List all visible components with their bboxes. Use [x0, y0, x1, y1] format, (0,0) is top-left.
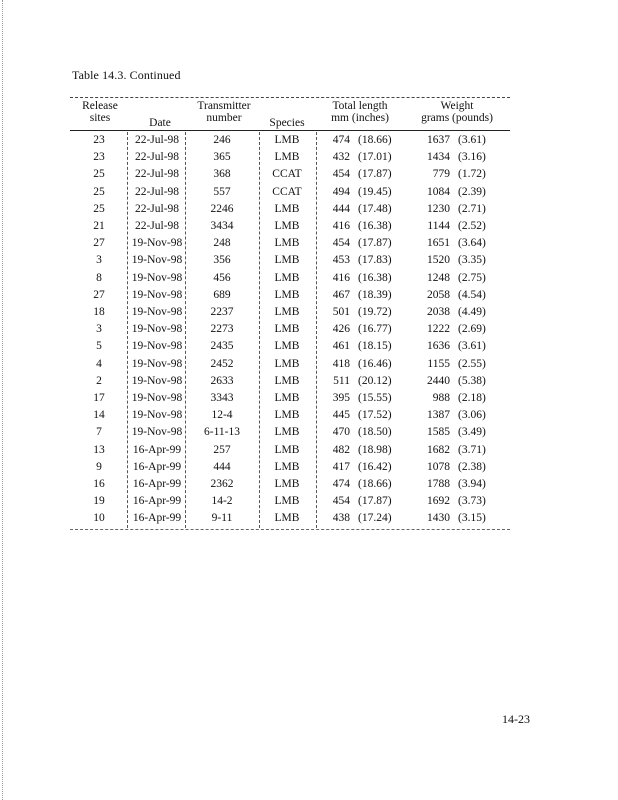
- release-site-cell: 13: [93, 443, 105, 456]
- date-cell: 19-Nov-98: [131, 237, 183, 250]
- length-inches-cell: (16.46): [358, 357, 392, 370]
- table-top-rule: [70, 97, 510, 98]
- release-site-cell: 9: [96, 460, 102, 473]
- header-length-top: Total length: [332, 100, 388, 112]
- species-cell: LMB: [274, 478, 300, 491]
- weight-grams-cell: 1230: [427, 202, 450, 215]
- species-cell: LMB: [274, 495, 300, 508]
- header-total-length: [318, 100, 402, 124]
- weight-grams-cell: 1637: [427, 134, 450, 146]
- weight-pounds-cell: (2.38): [458, 460, 486, 473]
- table-body: [70, 132, 510, 528]
- weight-pounds-cell: (5.38): [458, 374, 486, 387]
- transmitter-cell: 2435: [210, 340, 234, 353]
- transmitter-cell: 2452: [210, 357, 234, 370]
- date-cell: 22-Jul-98: [134, 220, 180, 233]
- length-mm-cell: 501: [332, 306, 350, 319]
- table-bottom-rule: [70, 529, 510, 530]
- date-cell: 22-Jul-98: [134, 134, 180, 146]
- species-cell: LMB: [274, 306, 300, 319]
- weight-grams-cell: 1788: [427, 478, 450, 491]
- transmitter-cell: 689: [213, 288, 231, 301]
- species-cell: LMB: [274, 460, 300, 473]
- length-inches-cell: (18.15): [358, 340, 392, 353]
- species-cell: LMB: [274, 426, 300, 439]
- length-mm-cell: 426: [332, 323, 350, 336]
- length-inches-cell: (16.38): [358, 271, 392, 284]
- table-row: [70, 338, 510, 355]
- species-cell: LMB: [274, 323, 300, 336]
- header-date: Date: [149, 117, 171, 129]
- release-site-cell: 17: [93, 392, 105, 405]
- length-mm-cell: 454: [332, 495, 350, 508]
- length-inches-cell: (18.50): [358, 426, 392, 439]
- transmitter-cell: 557: [213, 185, 231, 198]
- length-mm-cell: 453: [332, 254, 350, 267]
- species-cell: LMB: [274, 512, 300, 525]
- table-row: [70, 493, 510, 510]
- weight-pounds-cell: (2.69): [458, 323, 486, 336]
- length-inches-cell: (17.48): [358, 202, 392, 215]
- weight-pounds-cell: (3.64): [458, 237, 486, 250]
- length-inches-cell: (17.87): [358, 237, 392, 250]
- weight-grams-cell: 1520: [427, 254, 450, 267]
- length-mm-cell: 445: [332, 409, 350, 422]
- weight-pounds-cell: (3.71): [458, 443, 486, 456]
- table-row: [70, 235, 510, 252]
- header-species: Species: [269, 117, 305, 129]
- weight-grams-cell: 1636: [427, 340, 450, 353]
- weight-grams-cell: 1434: [427, 151, 450, 164]
- table-row: [70, 287, 510, 304]
- header-weight: [404, 100, 510, 124]
- weight-grams-cell: 1430: [427, 512, 450, 525]
- length-mm-cell: 474: [332, 478, 350, 491]
- release-site-cell: 25: [93, 202, 105, 215]
- length-mm-cell: 444: [332, 202, 350, 215]
- header-weight-top: Weight: [440, 100, 474, 112]
- weight-grams-cell: 1387: [427, 409, 450, 422]
- weight-grams-cell: 2038: [427, 306, 450, 319]
- length-inches-cell: (17.87): [358, 495, 392, 508]
- species-cell: LMB: [274, 202, 300, 215]
- release-site-cell: 14: [93, 409, 105, 422]
- weight-pounds-cell: (1.72): [458, 168, 486, 181]
- length-inches-cell: (17.87): [358, 168, 392, 181]
- release-site-cell: 18: [93, 306, 105, 319]
- header-transmitter-number: [188, 100, 260, 124]
- date-cell: 19-Nov-98: [131, 323, 183, 336]
- length-inches-cell: (17.83): [358, 254, 392, 267]
- release-site-cell: 2: [96, 374, 102, 387]
- table-row: [70, 476, 510, 493]
- table-row: [70, 407, 510, 424]
- length-inches-cell: (18.66): [358, 134, 392, 146]
- weight-pounds-cell: (3.35): [458, 254, 486, 267]
- species-cell: LMB: [274, 340, 300, 353]
- species-cell: LMB: [274, 409, 300, 422]
- length-mm-cell: 416: [332, 220, 350, 233]
- release-site-cell: 21: [93, 220, 105, 233]
- weight-pounds-cell: (2.39): [458, 185, 486, 198]
- length-mm-cell: 470: [332, 426, 350, 439]
- length-mm-cell: 511: [333, 374, 350, 387]
- release-site-cell: 8: [96, 271, 102, 284]
- date-cell: 19-Nov-98: [131, 340, 183, 353]
- release-site-cell: 23: [93, 151, 105, 164]
- weight-grams-cell: 1585: [427, 426, 450, 439]
- species-cell: LMB: [274, 151, 300, 164]
- date-cell: 16-Apr-99: [132, 460, 182, 473]
- table-row: [70, 356, 510, 373]
- weight-pounds-cell: (2.18): [458, 392, 486, 405]
- species-cell: LMB: [274, 134, 300, 146]
- transmitter-cell: 248: [213, 237, 231, 250]
- weight-pounds-cell: (2.71): [458, 202, 486, 215]
- length-inches-cell: (18.39): [358, 288, 392, 301]
- length-mm-cell: 454: [332, 168, 350, 181]
- header-release-top: Release: [82, 100, 118, 112]
- release-site-cell: 5: [96, 340, 102, 353]
- weight-pounds-cell: (2.75): [458, 271, 486, 284]
- date-cell: 16-Apr-99: [132, 495, 182, 508]
- species-cell: LMB: [274, 374, 300, 387]
- species-cell: LMB: [274, 271, 300, 284]
- transmitter-cell: 2633: [210, 374, 234, 387]
- weight-grams-cell: 1692: [427, 495, 450, 508]
- table-row: [70, 390, 510, 407]
- species-cell: CCAT: [272, 168, 302, 181]
- length-mm-cell: 467: [332, 288, 350, 301]
- header-transmitter-top: Transmitter: [197, 100, 251, 112]
- table-row: [70, 510, 510, 527]
- weight-pounds-cell: (2.52): [458, 220, 486, 233]
- species-cell: LMB: [274, 357, 300, 370]
- weight-grams-cell: 2058: [427, 288, 450, 301]
- date-cell: 19-Nov-98: [131, 306, 183, 319]
- length-inches-cell: (17.52): [358, 409, 392, 422]
- date-cell: 19-Nov-98: [131, 288, 183, 301]
- weight-pounds-cell: (3.94): [458, 478, 486, 491]
- transmitter-cell: 365: [213, 151, 231, 164]
- species-cell: LMB: [274, 443, 300, 456]
- table-row: [70, 184, 510, 201]
- length-inches-cell: (16.38): [358, 220, 392, 233]
- length-mm-cell: 494: [332, 185, 350, 198]
- species-cell: LMB: [274, 220, 300, 233]
- table-row: [70, 304, 510, 321]
- weight-pounds-cell: (3.61): [458, 134, 486, 146]
- release-site-cell: 23: [93, 134, 105, 146]
- weight-grams-cell: 1682: [427, 443, 450, 456]
- header-weight-bottom: grams (pounds): [421, 112, 493, 124]
- transmitter-cell: 456: [213, 271, 231, 284]
- weight-grams-cell: 2440: [427, 374, 450, 387]
- table-row: [70, 459, 510, 476]
- transmitter-cell: 12-4: [211, 409, 233, 422]
- transmitter-cell: 2362: [210, 478, 234, 491]
- table-row: [70, 252, 510, 269]
- length-mm-cell: 482: [332, 443, 350, 456]
- transmitter-cell: 2237: [210, 306, 234, 319]
- table-row: [70, 270, 510, 287]
- weight-grams-cell: 1078: [427, 460, 450, 473]
- date-cell: 16-Apr-99: [132, 512, 182, 525]
- length-inches-cell: (16.77): [358, 323, 392, 336]
- length-inches-cell: (19.72): [358, 306, 392, 319]
- weight-pounds-cell: (3.15): [458, 512, 486, 525]
- table-row: [70, 442, 510, 459]
- length-inches-cell: (17.01): [358, 151, 392, 164]
- length-inches-cell: (18.66): [358, 478, 392, 491]
- length-inches-cell: (20.12): [358, 374, 392, 387]
- transmitter-cell: 2246: [210, 202, 234, 215]
- transmitter-cell: 444: [213, 460, 231, 473]
- transmitter-cell: 14-2: [211, 495, 233, 508]
- species-cell: LMB: [274, 237, 300, 250]
- release-site-cell: 27: [93, 237, 105, 250]
- species-cell: CCAT: [272, 185, 302, 198]
- species-cell: LMB: [274, 392, 300, 405]
- date-cell: 19-Nov-98: [131, 409, 183, 422]
- date-cell: 22-Jul-98: [134, 151, 180, 164]
- date-cell: 22-Jul-98: [134, 185, 180, 198]
- species-cell: LMB: [274, 254, 300, 267]
- table-row: [70, 132, 510, 149]
- release-site-cell: 27: [93, 288, 105, 301]
- release-site-cell: 25: [93, 185, 105, 198]
- release-site-cell: 19: [93, 495, 105, 508]
- release-site-cell: 4: [96, 357, 102, 370]
- weight-pounds-cell: (3.06): [458, 409, 486, 422]
- table-row: [70, 201, 510, 218]
- length-inches-cell: (19.45): [358, 185, 392, 198]
- transmitter-cell: 3343: [210, 392, 234, 405]
- weight-pounds-cell: (3.73): [458, 495, 486, 508]
- length-mm-cell: 418: [332, 357, 350, 370]
- header-release-sites: [78, 100, 122, 124]
- table-row: [70, 149, 510, 166]
- species-cell: LMB: [274, 288, 300, 301]
- weight-pounds-cell: (4.49): [458, 306, 486, 319]
- length-mm-cell: 395: [332, 392, 350, 405]
- weight-grams-cell: 1222: [427, 323, 450, 336]
- length-mm-cell: 461: [332, 340, 350, 353]
- weight-pounds-cell: (4.54): [458, 288, 486, 301]
- date-cell: 19-Nov-98: [131, 374, 183, 387]
- weight-pounds-cell: (3.16): [458, 151, 486, 164]
- scan-page-edge: [2, 0, 9, 800]
- header-release-bottom: sites: [89, 112, 111, 124]
- date-cell: 19-Nov-98: [131, 254, 183, 267]
- length-mm-cell: 438: [332, 512, 350, 525]
- length-mm-cell: 417: [332, 460, 350, 473]
- length-inches-cell: (17.24): [358, 512, 392, 525]
- table-caption: Table 14.3. Continued: [72, 68, 181, 82]
- weight-grams-cell: 779: [432, 168, 450, 181]
- transmitter-cell: 257: [213, 443, 231, 456]
- transmitter-cell: 368: [213, 168, 231, 181]
- weight-grams-cell: 1144: [427, 220, 450, 233]
- weight-grams-cell: 1155: [427, 357, 450, 370]
- length-inches-cell: (18.98): [358, 443, 392, 456]
- transmitter-cell: 3434: [210, 220, 234, 233]
- weight-grams-cell: 988: [432, 392, 450, 405]
- weight-grams-cell: 1084: [427, 185, 450, 198]
- header-length-bottom: mm (inches): [331, 112, 389, 124]
- date-cell: 16-Apr-99: [132, 443, 182, 456]
- date-cell: 16-Apr-99: [132, 478, 182, 491]
- date-cell: 22-Jul-98: [134, 168, 180, 181]
- weight-grams-cell: 1651: [427, 237, 450, 250]
- date-cell: 22-Jul-98: [134, 202, 180, 215]
- table-row: [70, 373, 510, 390]
- transmitter-cell: 9-11: [211, 512, 233, 525]
- transmitter-cell: 356: [213, 254, 231, 267]
- release-site-cell: 10: [93, 512, 105, 525]
- release-site-cell: 16: [93, 478, 105, 491]
- date-cell: 19-Nov-98: [131, 271, 183, 284]
- weight-pounds-cell: (3.49): [458, 426, 486, 439]
- table-row: [70, 218, 510, 235]
- table-row: [70, 321, 510, 338]
- date-cell: 19-Nov-98: [131, 392, 183, 405]
- length-inches-cell: (16.42): [358, 460, 392, 473]
- length-mm-cell: 454: [332, 237, 350, 250]
- transmitter-cell: 246: [213, 134, 231, 146]
- length-inches-cell: (15.55): [358, 392, 392, 405]
- table-row: [70, 166, 510, 183]
- weight-grams-cell: 1248: [427, 271, 450, 284]
- length-mm-cell: 432: [332, 151, 350, 164]
- date-cell: 19-Nov-98: [131, 357, 183, 370]
- page-number: 14-23: [502, 712, 530, 726]
- release-site-cell: 3: [96, 254, 102, 267]
- length-mm-cell: 416: [332, 271, 350, 284]
- release-site-cell: 3: [96, 323, 102, 336]
- table-row: [70, 424, 510, 441]
- date-cell: 19-Nov-98: [131, 426, 183, 439]
- fish-release-table: [70, 132, 510, 528]
- weight-pounds-cell: (2.55): [458, 357, 486, 370]
- weight-pounds-cell: (3.61): [458, 340, 486, 353]
- length-mm-cell: 474: [332, 134, 350, 146]
- release-site-cell: 7: [96, 426, 102, 439]
- header-transmitter-bottom: number: [206, 112, 242, 124]
- header-underline: [70, 130, 510, 131]
- transmitter-cell: 2273: [210, 323, 234, 336]
- transmitter-cell: 6-11-13: [204, 426, 240, 439]
- release-site-cell: 25: [93, 168, 105, 181]
